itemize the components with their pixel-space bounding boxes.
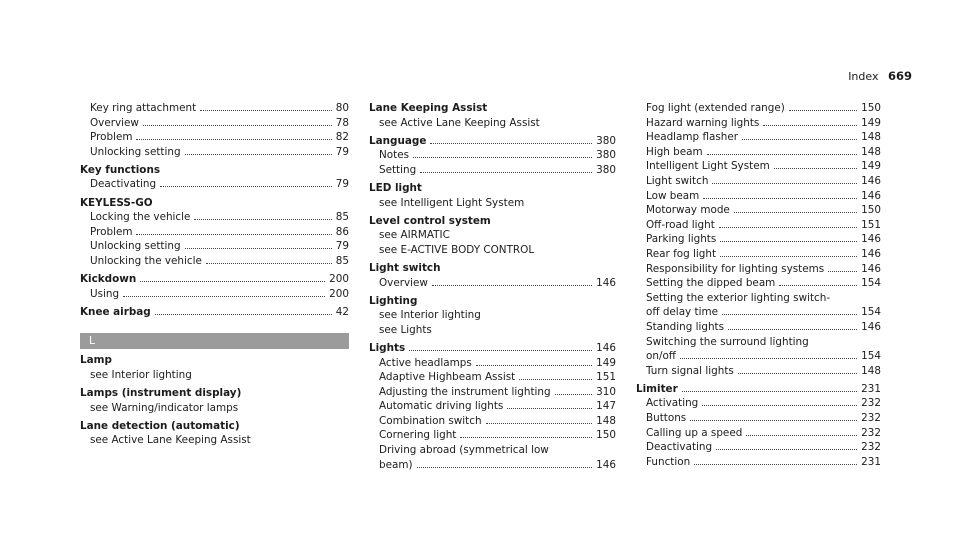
entry-page-number: 200	[329, 287, 349, 300]
entry-page-number: 85	[335, 254, 349, 267]
entry-page-number: 151	[596, 371, 616, 384]
entry-label: Lights	[369, 341, 406, 354]
index-subentry	[80, 239, 349, 254]
leader-dots	[432, 285, 592, 286]
entry-label: Active headlamps	[379, 356, 472, 369]
leader-dots	[722, 314, 857, 315]
entry-page-number: 380	[596, 149, 616, 162]
entry-page-number: 146	[861, 189, 881, 202]
entry-page-number: 85	[335, 211, 349, 224]
entry-page-number: 86	[335, 225, 349, 238]
leader-dots	[682, 391, 857, 392]
entry-label: Setting	[379, 163, 417, 176]
entry-page-number: 79	[335, 178, 349, 191]
entry-label: see Intelligent Light System	[379, 196, 525, 209]
entry-label: see Active Lane Keeping Assist	[379, 116, 540, 129]
index-subentry	[369, 163, 616, 178]
index-entry	[80, 163, 349, 178]
leader-dots	[734, 212, 857, 213]
entry-page-number: 146	[861, 247, 881, 260]
index-entry	[80, 419, 349, 434]
entry-label: Key functions	[80, 163, 161, 176]
entry-label: Fog light (extended range)	[646, 102, 785, 114]
entry-label: Low beam	[646, 189, 700, 202]
index-subentry	[636, 426, 881, 441]
entry-label: Responsibility for lighting systems	[646, 262, 825, 275]
entry-page-number: 146	[596, 458, 616, 471]
leader-dots	[712, 183, 857, 184]
entry-label: Standing lights	[646, 320, 725, 333]
index-entry	[369, 261, 616, 276]
entry-label: see Active Lane Keeping Assist	[90, 434, 251, 447]
entry-label: Overview	[90, 116, 139, 129]
entry-label: see E-ACTIVE BODY CONTROL	[379, 243, 535, 256]
entry-page-number: 380	[596, 134, 616, 147]
leader-dots	[720, 241, 857, 242]
leader-dots	[476, 365, 592, 366]
index-subentry	[369, 323, 616, 338]
index-entry	[80, 196, 349, 211]
entry-page-number: 146	[861, 262, 881, 275]
leader-dots	[746, 435, 857, 436]
page-number: 669	[887, 69, 912, 83]
index-subentry	[636, 262, 881, 277]
leader-dots	[703, 198, 857, 199]
leader-dots	[200, 110, 332, 111]
leader-dots	[690, 420, 857, 421]
index-subentry	[80, 210, 349, 225]
entry-label: Buttons	[646, 411, 687, 424]
entry-page-number: 82	[335, 131, 349, 144]
index-subentry	[80, 433, 349, 448]
entry-label: Notes	[379, 149, 410, 162]
index-subentry	[636, 247, 881, 262]
leader-dots	[716, 449, 857, 450]
index-subentry	[80, 254, 349, 269]
index-subentry	[636, 320, 881, 335]
index-subentry	[369, 196, 616, 211]
entry-label: Overview	[379, 276, 428, 289]
leader-dots	[185, 154, 332, 155]
index-column-2	[369, 101, 616, 472]
index-subentry	[636, 305, 881, 320]
index-subentry	[636, 349, 881, 364]
entry-page-number: 154	[861, 306, 881, 319]
entry-label: off delay time	[646, 306, 718, 319]
index-subentry	[369, 228, 616, 243]
index-entry	[369, 134, 616, 149]
index-subentry	[369, 458, 616, 473]
entry-label: Setting the exterior lighting switch-	[646, 291, 831, 304]
index-subentry	[80, 225, 349, 240]
entry-label: see Interior lighting	[379, 309, 481, 322]
entry-label: Setting the dipped beam	[646, 277, 776, 290]
entry-label: Unlocking setting	[90, 145, 181, 158]
index-subentry	[636, 218, 881, 233]
leader-dots	[779, 285, 857, 286]
entry-label: Motorway mode	[646, 204, 730, 217]
index-entry	[80, 272, 349, 287]
entry-label: Problem	[90, 225, 133, 238]
entry-page-number: 148	[596, 414, 616, 427]
entry-page-number: 154	[861, 350, 881, 363]
entry-page-number: 146	[861, 233, 881, 246]
index-subentry	[369, 399, 616, 414]
leader-dots	[742, 139, 857, 140]
entry-page-number: 151	[861, 218, 881, 231]
entry-page-number: 380	[596, 163, 616, 176]
index-subentry	[636, 411, 881, 426]
entry-label: see Warning/indicator lamps	[90, 401, 239, 414]
entry-label: beam)	[379, 458, 413, 471]
entry-label: Light switch	[646, 174, 709, 187]
entry-label: Lane Keeping Assist	[369, 102, 488, 114]
entry-label: Automatic driving lights	[379, 400, 504, 413]
entry-label: Hazard warning lights	[646, 116, 760, 129]
index-subentry	[80, 368, 349, 383]
leader-dots	[420, 172, 592, 173]
entry-label: see Lights	[379, 323, 432, 336]
index-subentry	[369, 414, 616, 429]
entry-label: Headlamp flasher	[646, 131, 739, 144]
entry-label: Parking lights	[646, 233, 717, 246]
entry-label: Problem	[90, 131, 133, 144]
entry-label: Off-road light	[646, 218, 715, 231]
entry-page-number: 79	[335, 240, 349, 253]
index-subentry	[636, 159, 881, 174]
index-column-1	[80, 101, 349, 448]
entry-label: Turn signal lights	[646, 364, 734, 377]
index-entry	[369, 101, 616, 116]
leader-dots	[486, 423, 593, 424]
leader-dots	[555, 394, 593, 395]
entry-label: Lane detection (automatic)	[80, 419, 240, 432]
entry-label: Calling up a speed	[646, 426, 743, 439]
entry-page-number: 310	[596, 385, 616, 398]
index-subentry	[80, 177, 349, 192]
leader-dots	[694, 464, 857, 465]
entry-page-number: 154	[861, 277, 881, 290]
entry-label: LED light	[369, 181, 422, 194]
entry-page-number: 80	[335, 102, 349, 114]
index-subentry	[636, 455, 881, 470]
entry-label: Adjusting the instrument lighting	[379, 385, 551, 398]
entry-label: Using	[90, 287, 120, 300]
entry-label: see AIRMATIC	[379, 229, 450, 242]
entry-label: High beam	[646, 145, 703, 158]
entry-page-number: 42	[335, 305, 349, 318]
index-subentry	[369, 276, 616, 291]
leader-dots	[519, 379, 592, 380]
entry-label: Switching the surround lighting	[646, 335, 809, 348]
leader-dots	[417, 467, 593, 468]
index-subentry	[636, 276, 881, 291]
index-column-3	[636, 101, 881, 469]
leader-dots	[789, 110, 857, 111]
leader-dots	[155, 314, 332, 315]
index-subentry	[80, 287, 349, 302]
leader-dots	[702, 405, 857, 406]
entry-label: Lamps (instrument display)	[80, 387, 242, 399]
index-subentry	[80, 145, 349, 160]
index-subentry	[369, 308, 616, 323]
entry-label: on/off	[646, 350, 676, 363]
entry-page-number: 232	[861, 411, 881, 424]
index-subentry	[636, 291, 881, 306]
entry-page-number: 150	[861, 204, 881, 217]
leader-dots	[143, 125, 332, 126]
index-subentry	[636, 145, 881, 160]
index-entry	[80, 353, 349, 368]
leader-dots	[430, 143, 592, 144]
index-subentry	[636, 335, 881, 350]
index-subentry	[80, 401, 349, 416]
entry-page-number: 232	[861, 441, 881, 454]
index-subentry	[636, 364, 881, 379]
entry-page-number: 149	[861, 160, 881, 173]
entry-label: Unlocking setting	[90, 240, 181, 253]
entry-page-number: 146	[861, 320, 881, 333]
entry-label: Rear fog light	[646, 247, 717, 260]
index-subentry	[636, 116, 881, 131]
entry-page-number: 79	[335, 145, 349, 158]
leader-dots	[136, 234, 331, 235]
index-subentry	[636, 174, 881, 189]
entry-label: Deactivating	[646, 441, 713, 454]
leader-dots	[413, 157, 592, 158]
index-entry	[636, 382, 881, 397]
leader-dots	[136, 139, 331, 140]
entry-page-number: 149	[596, 356, 616, 369]
index-subentry	[369, 243, 616, 258]
entry-page-number: 147	[596, 400, 616, 413]
index-entry	[369, 181, 616, 196]
index-subentry	[369, 356, 616, 371]
page-header	[848, 69, 912, 83]
leader-dots	[160, 186, 332, 187]
entry-page-number: 231	[861, 455, 881, 468]
entry-page-number: 232	[861, 426, 881, 439]
entry-label: KEYLESS-GO	[80, 196, 153, 209]
leader-dots	[409, 350, 592, 351]
index-subentry	[636, 101, 881, 116]
index-subentry	[80, 101, 349, 116]
leader-dots	[123, 296, 325, 297]
entry-label: Combination switch	[379, 414, 482, 427]
entry-label: Limiter	[636, 382, 678, 395]
index-subentry	[636, 203, 881, 218]
entry-label: Key ring attachment	[90, 102, 197, 114]
index-entry	[369, 294, 616, 309]
leader-dots	[738, 373, 857, 374]
entry-label: see Interior lighting	[90, 368, 192, 381]
index-subentry	[369, 116, 616, 131]
entry-page-number: 146	[596, 341, 616, 354]
entry-label: Knee airbag	[80, 305, 151, 318]
entry-label: Level control system	[369, 214, 491, 227]
index-entry	[369, 214, 616, 229]
entry-page-number: 150	[596, 429, 616, 442]
entry-label: Driving abroad (symmetrical low	[379, 444, 549, 457]
leader-dots	[680, 358, 857, 359]
header-title: Index	[848, 70, 879, 83]
entry-label: Locking the vehicle	[90, 211, 191, 224]
index-subentry	[80, 130, 349, 145]
letter-divider: L	[80, 333, 349, 349]
index-subentry	[369, 370, 616, 385]
entry-label: Intelligent Light System	[646, 160, 770, 173]
leader-dots	[774, 168, 857, 169]
leader-dots	[707, 154, 857, 155]
leader-dots	[140, 281, 325, 282]
leader-dots	[194, 219, 331, 220]
entry-page-number: 78	[335, 116, 349, 129]
entry-label: Cornering light	[379, 429, 457, 442]
entry-label: Activating	[646, 397, 699, 410]
index-subentry	[636, 440, 881, 455]
index-entry	[80, 305, 349, 320]
entry-page-number: 150	[861, 102, 881, 114]
leader-dots	[828, 271, 857, 272]
index-subentry	[369, 428, 616, 443]
entry-page-number: 148	[861, 145, 881, 158]
leader-dots	[460, 437, 592, 438]
entry-page-number: 231	[861, 382, 881, 395]
index-subentry	[80, 116, 349, 131]
entry-page-number: 148	[861, 131, 881, 144]
entry-label: Unlocking the vehicle	[90, 254, 202, 267]
entry-label: Light switch	[369, 261, 441, 274]
index-subentry	[636, 396, 881, 411]
entry-page-number: 146	[596, 276, 616, 289]
entry-label: Deactivating	[90, 178, 157, 191]
entry-page-number: 232	[861, 397, 881, 410]
index-subentry	[636, 189, 881, 204]
leader-dots	[507, 408, 592, 409]
index-subentry	[369, 385, 616, 400]
index-subentry	[636, 232, 881, 247]
entry-label: Kickdown	[80, 273, 137, 286]
leader-dots	[206, 263, 332, 264]
entry-page-number: 200	[329, 273, 349, 286]
entry-page-number: 149	[861, 116, 881, 129]
entry-page-number: 146	[861, 174, 881, 187]
entry-label: Function	[646, 455, 691, 468]
leader-dots	[720, 256, 857, 257]
index-subentry	[369, 443, 616, 458]
leader-dots	[728, 329, 857, 330]
entry-label: Language	[369, 134, 427, 147]
leader-dots	[719, 227, 857, 228]
index-entry	[80, 386, 349, 401]
leader-dots	[185, 248, 332, 249]
entry-page-number: 148	[861, 364, 881, 377]
index-subentry	[636, 130, 881, 145]
entry-label: Adaptive Highbeam Assist	[379, 371, 516, 384]
entry-label: Lamp	[80, 354, 112, 367]
entry-label: Lighting	[369, 294, 418, 307]
index-entry	[369, 341, 616, 356]
leader-dots	[763, 125, 857, 126]
index-subentry	[369, 148, 616, 163]
